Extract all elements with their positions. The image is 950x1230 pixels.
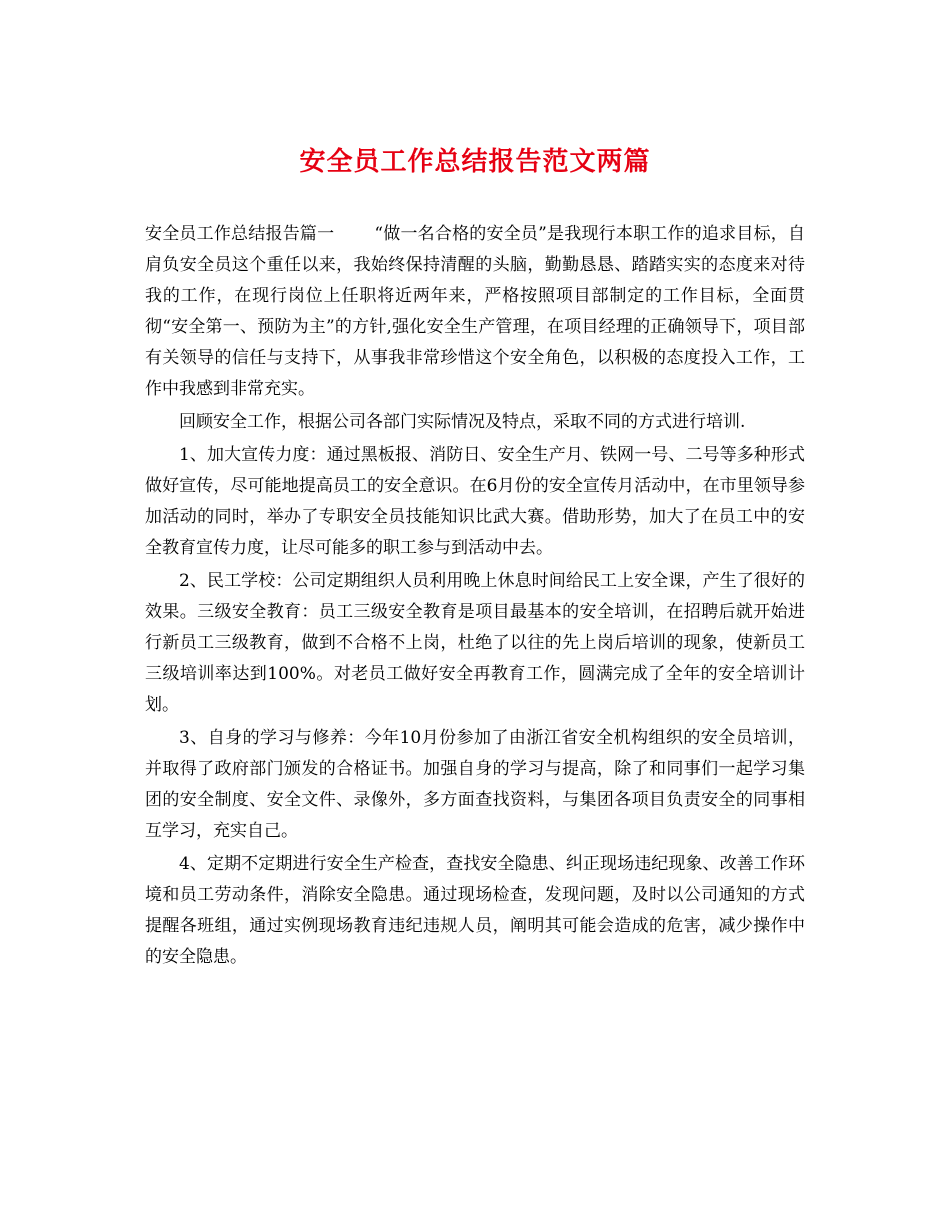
paragraph-review: 回顾安全工作，根据公司各部门实际情况及特点，采取不同的方式进行培训. [179,412,746,432]
paragraph-item-2: 2、民工学校：公司定期组织人员利用晚上休息时间给民工上安全课，产生了很好的效果。三级安全教育：员工三级安全教育是项目最基本的安全培训，在招聘后就开始进行新员工三级教育，做到不合格不上岗，杜绝了以往的先上岗后培训的现象，使新员工三级培训率达到100%。对老员工做好安全再教育工作，圆满完成了全年的安全培训计划。 [145,571,805,715]
paragraph-item-4: 4、定期不定期进行安全生产检查，查找安全隐患、纠正现场违纪现象、改善工作环境和员工劳动条件，消除安全隐患。通过现场检查，发现问题，及时以公司通知的方式提醒各班组，通过实例现场教育违纪违规人员，阐明其可能会造成的危害，减少操作中的安全隐患。 [145,854,805,967]
paragraph-intro [145,219,805,405]
paragraph-item-1: 1、加大宣传力度：通过黑板报、消防日、安全生产月、铁网一号、二号等多种形式做好宣传，尽可能地提高员工的安全意识。在6月份的安全宣传月活动中，在市里领导参加活动的同时，举办了专职安全员技能知识比武大赛。借助形势，加大了在员工中的安全教育宣传力度，让尽可能多的职工参与到活动中去。 [145,445,805,558]
paragraph-item-3: 3、自身的学习与修养：今年10月份参加了由浙江省安全机构组织的安全员培训，并取得了政府部门颁发的合格证书。加强自身的学习与提高，除了和同事们一起学习集团的安全制度、安全文件、录像外，多方面查找资料，与集团各项目负责安全的同事相互学习，充实自己。 [145,728,805,841]
document-body [145,219,805,973]
document-title: 安全员工作总结报告范文两篇 [299,147,651,177]
section-heading: 安全员工作总结报告篇一 [145,224,335,244]
paragraph-text: “做一名合格的安全员”是我现行本职工作的追求目标，自肩负安全员这个重任以来，我始终保持清醒的头脑，勤勤恳恳、踏踏实实的态度来对待我的工作，在现行岗位上任职将近两年来，严格按照项目部制定的工作目标，全面贯彻“安全第一、预防为主”的方针,强化安全生产管理，在项目经理的正确领导下，项目部有关领导的信任与支持下，从事我非常珍惜这个安全角色，以积极的态度投入工作，工作中我感到非常充实。 [145,224,805,399]
